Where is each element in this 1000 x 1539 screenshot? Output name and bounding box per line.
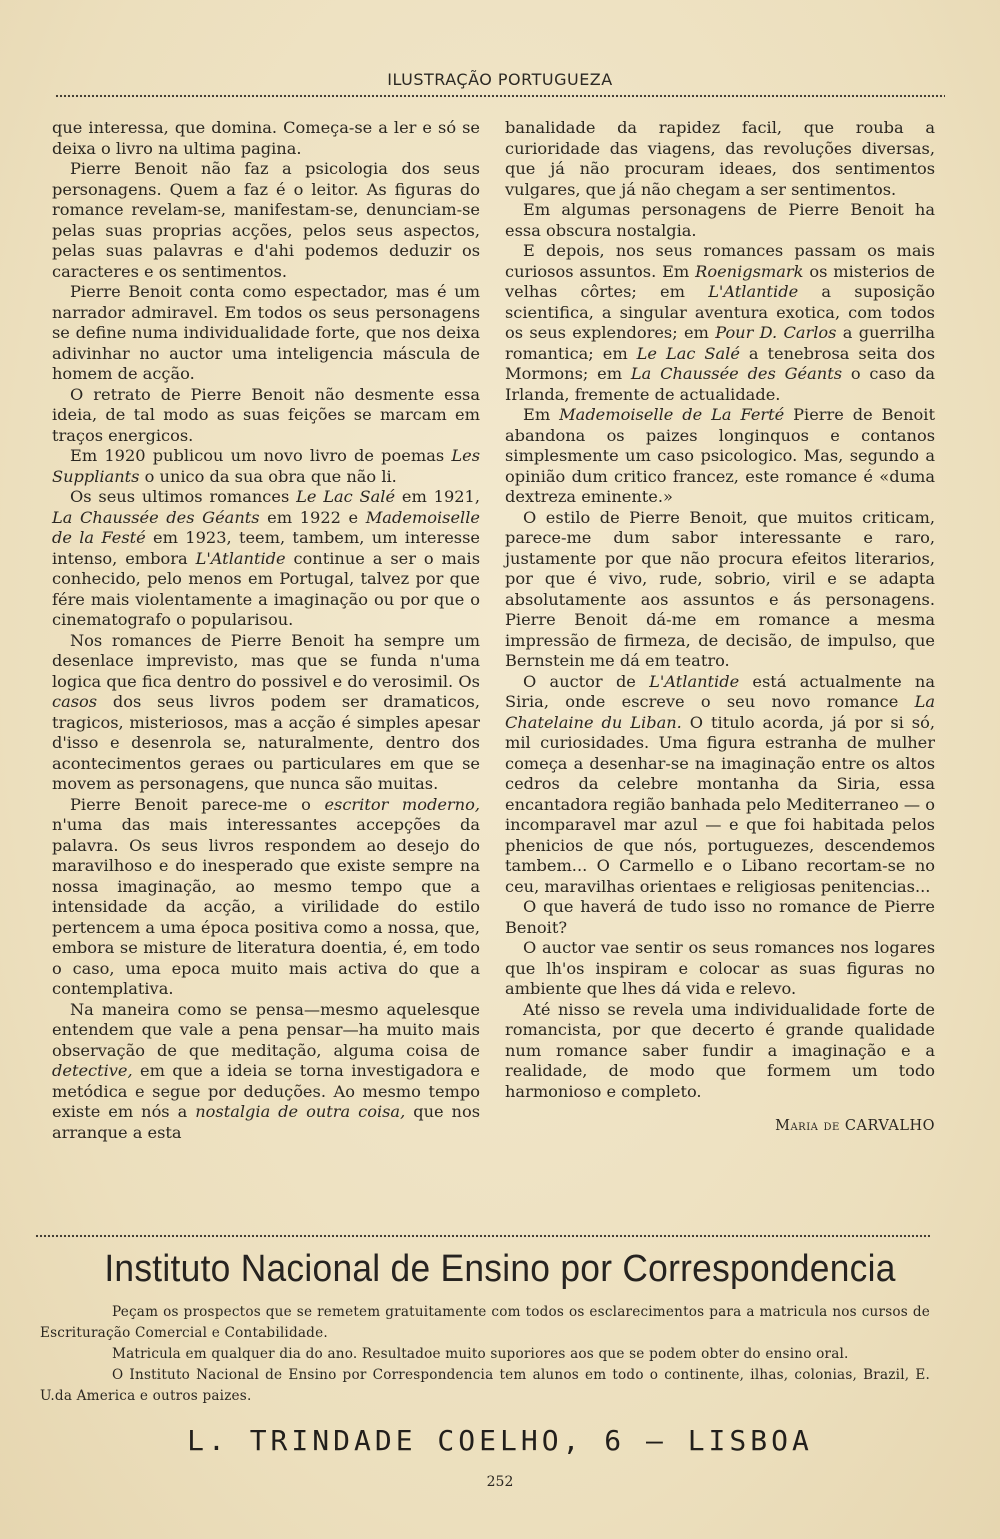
paragraph: Em 1920 publicou um novo livro de poemas Les Suppliants o unico da sua obra que não li. <box>52 446 480 486</box>
book-title: L'Atlantide <box>708 282 799 301</box>
paragraph: Os seus ultimos romances Le Lac Salé em 1921, La Chaussée des Géants em 1922 e Mademoiselle de la Festé em 1923, teem, tambem, um interesse intenso, embora L'Atlantide continue a ser o mais conhecido, pelo menos em Portugal, talvez por que fére mais violentamente a imaginação ou por que o cinematografo o popularisou. <box>52 487 481 629</box>
book-title: La Chatelaine du Liban. <box>505 692 935 732</box>
book-title: Le Lac Salé <box>296 487 396 506</box>
book-title: La Chaussée des Géants <box>630 364 843 383</box>
paragraph: Pierre Benoit conta como espectador, mas é um narrador admiravel. Em todos os seus personagens se define numa individualidade forte, que nos deixa adivinhar no auctor uma inteligencia máscula de homem de acção. <box>52 282 480 383</box>
ad-paragraph: O Instituto Nacional de Ensino por Correspondencia tem alunos em todo o continente, ilhas, colonias, Brazil, E. U.da America e outros paizes. <box>40 1367 930 1404</box>
book-title: La Chaussée des Géants <box>52 507 260 527</box>
paragraph: O retrato de Pierre Benoit não desmente essa ideia, de tal modo as suas feições se marcam em traços energicos. <box>52 384 480 445</box>
paragraph: Em Mademoiselle de La Ferté Pierre de Benoit abandona os paizes longinquos e contanos simplesmente um caso psicologico. Mas, segundo a opinião dum critico francez, este romance é «duma dextreza eminente.» <box>505 405 935 506</box>
paragraph: O estilo de Pierre Benoit, que muitos criticam, parece-me dum sabor interessante e raro, justamente por que não procura efeitos literarios, por que é vivo, rude, sobrio, viril e se adapta absolutamente aos assuntos e ás personagens. Pierre Benoit dá-me em romance a mesma impressão de firmeza, de decisão, de impulso, que Bernstein me dá em teatro. <box>505 507 935 670</box>
book-title: Mademoiselle de La Ferté <box>559 405 785 424</box>
paragraph: Pierre Benoit não faz a psicologia dos seus personagens. Quem a faz é o leitor. As figuras do romance revelam-se, manifestam-se, denunciam-se pelas suas proprias acções, pelos seus aspectos, pelas suas palavras e d'ahi podemos deduzir os caracteres e os sentimentos. <box>52 159 480 281</box>
paragraph: E depois, nos seus romances passam os mais curiosos assuntos. Em Roenigsmark os misterios de velhas côrtes; em L'Atlantide a suposição scientifica, a singular aventura exotica, com todos os seus explendores; em Pour D. Carlos a guerrilha romantica; em Le Lac Salé a tenebrosa seita dos Mormons; em La Chaussée des Géants o caso da Irlanda, fremente de actualidade. <box>505 241 936 404</box>
author-first-name: Maria de <box>775 1118 840 1134</box>
author-signature <box>505 1116 935 1137</box>
book-title: Pour D. Carlos <box>715 323 837 342</box>
author-last-name: CARVALHO <box>844 1118 935 1134</box>
paragraph: Em algumas personagens de Pierre Benoit ha essa obscura nostalgia. <box>505 200 935 240</box>
book-title: Roenigsmark <box>695 261 804 281</box>
book-title: L'Atlantide <box>195 548 286 568</box>
paragraph: banalidade da rapidez facil, que rouba a curioridade das viagens, das revoluções diversas, que já não procuram ideaes, dos sentimentos vulgares, que já não chegam a ser sentimentos. <box>505 118 935 199</box>
header-dotted-rule <box>55 94 945 98</box>
running-header: ILUSTRAÇÃO PORTUGUEZA <box>387 70 613 89</box>
paragraph: que interessa, que domina. Começa-se a ler e só se deixa o livro na ultima pagina. <box>52 118 480 158</box>
paragraph: Na maneira como se pensa—mesmo aquelesque entendem que vale a pena pensar—ha muito mais observação de que meditação, alguma coisa de detective, em que a ideia se torna investigadora e metódica e segue por deduções. Ao mesmo tempo existe em nós a nostalgia de outra coisa, que nos arranque a esta <box>52 999 481 1142</box>
advertisement-body <box>40 1302 930 1407</box>
book-title: Mademoiselle de la Festé <box>52 507 480 547</box>
book-title: Le Lac Salé <box>636 343 740 363</box>
advertisement-address: L. TRINDADE COELHO, 6 — LISBOA <box>187 1424 813 1457</box>
ad-paragraph: Peçam os prospectos que se remetem gratuitamente com todos os esclarecimentos para a matricula nos cursos de Escrituração Comercial e Contabilidade. <box>40 1304 930 1341</box>
paragraph: Pierre Benoit parece-me o escritor moderno, n'uma das mais interessantes accepções da palavra. Os seus livros respondem ao desejo do maravilhoso e do inesperado que existe sempre na nossa imaginação, ao mesmo tempo que a intensidade da acção, a virilidade do estilo pertencem a uma época positiva como a nossa, que, embora se misture de literatura doentia, é, em todo o caso, uma epoca muito mais activa do que a contemplativa. <box>52 794 480 998</box>
paragraph: O auctor de L'Atlantide está actualmente na Siria, onde escreve o seu novo romance La Chatelaine du Liban. O titulo acorda, já por si só, mil curiosidades. Uma figura estranha de mulher começa a desenhar-se na imaginação entre os altos cedros da celebre montanha da Siria, essa encantadora região banhada pelo Mediterraneo — o incomparavel mar azul — e que foi habitada pelos phenicios de que nós, portuguezes, descendemos tambem... O Carmello e o Libano recortam-se no ceu, maravilhas orientaes e religiosas penitencias... <box>505 671 935 896</box>
section-dotted-rule <box>35 1234 930 1238</box>
book-title: L'Atlantide <box>649 671 740 691</box>
paragraph: O auctor vae sentir os seus romances nos logares que lh'os inspiram e colocar as suas figuras no ambiente que lhes dá vida e relevo. <box>505 938 935 998</box>
left-text-column <box>52 118 480 1143</box>
ad-paragraph: Matricula em qualquer dia do ano. Resultadoe muito suporiores aos que se podem obter do ensino oral. <box>112 1346 849 1362</box>
page-number: 252 <box>486 1474 514 1490</box>
right-text-column <box>505 118 935 1137</box>
paragraph: Nos romances de Pierre Benoit ha sempre um desenlace imprevisto, mas que se funda n'uma logica que fica dentro do possivel e do verosimil. Os casos dos seus livros podem ser dramaticos, tragicos, misteriosos, mas a acção é simples apesar d'isso e desenrola se, naturalmente, dentro dos acontecimentos geraes ou particulares em que se movem as personagens, que nunca são muitas. <box>52 630 480 793</box>
book-title: Les Suppliants <box>52 446 480 486</box>
paragraph: O que haverá de tudo isso no romance de Pierre Benoit? <box>505 897 935 937</box>
advertisement-title: Instituto Nacional de Ensino por Correspondencia <box>104 1248 896 1290</box>
paragraph: Até nisso se revela uma individualidade forte de romancista, por que decerto é grande qualidade num romance saber fundir a imaginação e a realidade, de modo que formem um todo harmonioso e completo. <box>505 999 935 1101</box>
